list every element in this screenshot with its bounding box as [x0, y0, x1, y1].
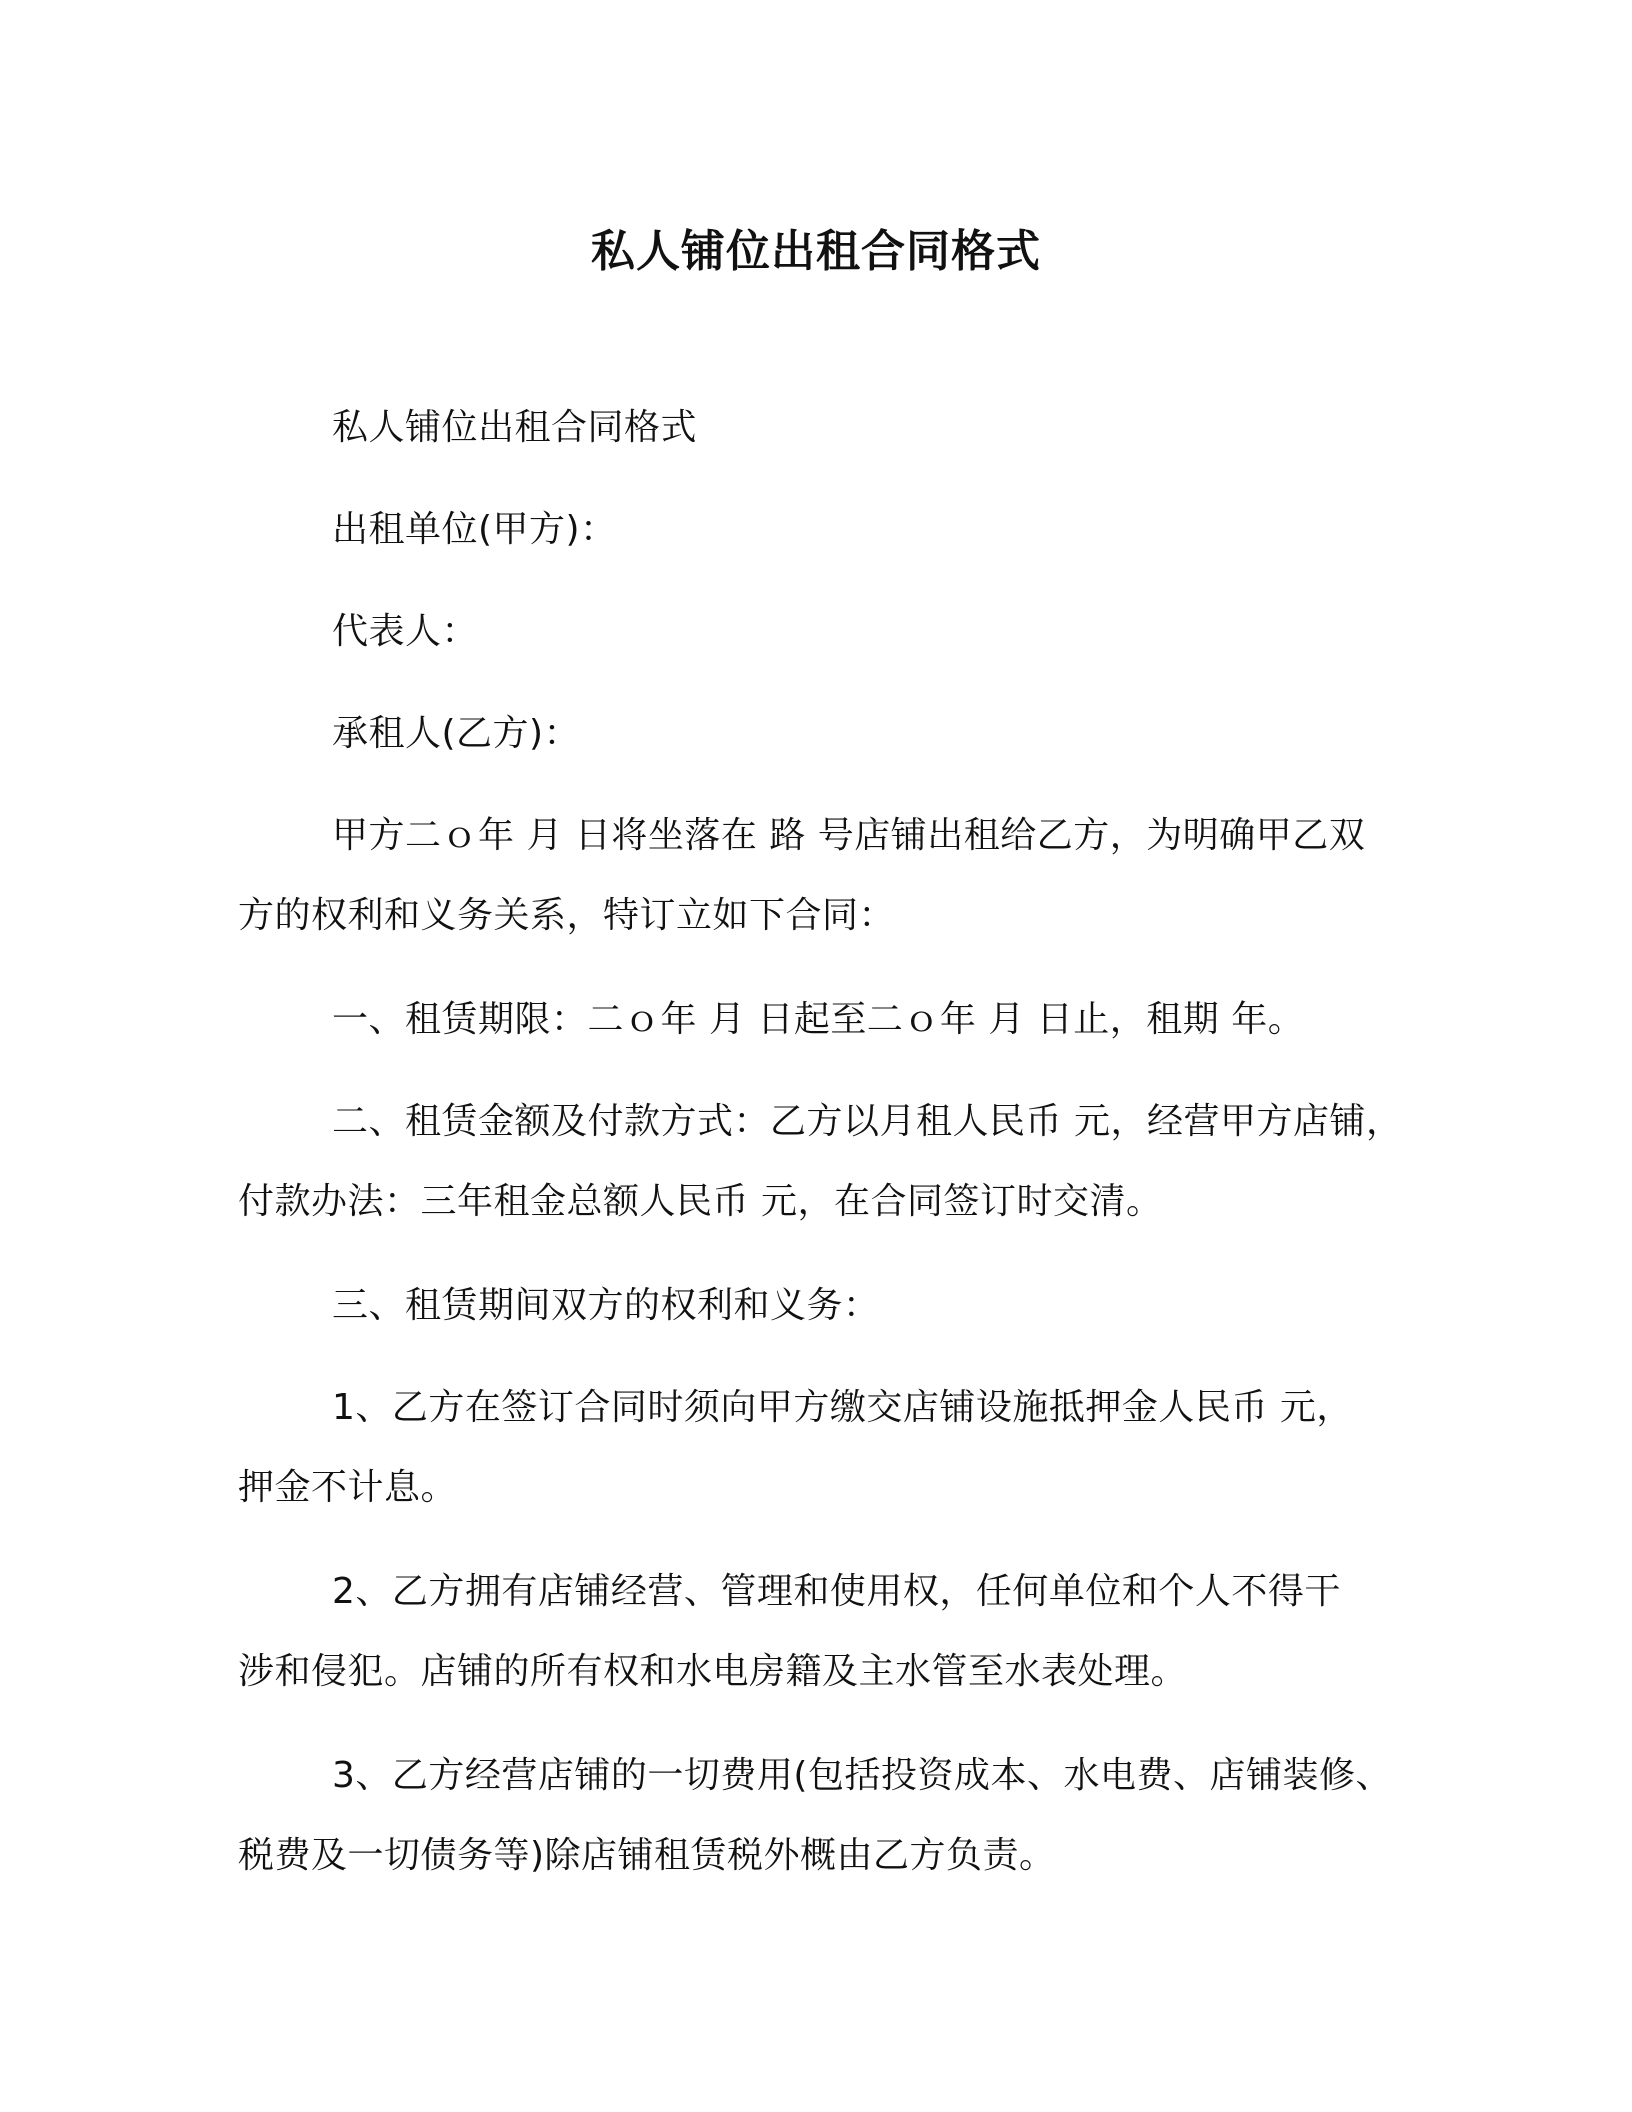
paragraph-line: 1、乙方在签订合同时须向甲方缴交店铺设施抵押金人民币 元，	[332, 1387, 1353, 1428]
paragraph-line: 承租人(乙方)：	[332, 713, 581, 754]
paragraph-line: 涉和侵犯。店铺的所有权和水电房籍及主水管至水表处理。	[238, 1651, 1188, 1692]
paragraph-rent-payment	[238, 1082, 1408, 1242]
paragraph-line: 甲方二ｏ年 月 日将坐落在 路 号店铺出租给乙方，为明确甲乙双	[332, 815, 1366, 856]
paragraph-line: 一、租赁期限：二ｏ年 月 日起至二ｏ年 月 日止，租期 年。	[332, 999, 1305, 1040]
paragraph-clause-2	[238, 1552, 1408, 1712]
paragraph-line: 押金不计息。	[238, 1467, 458, 1508]
paragraph-line: 3、乙方经营店铺的一切费用(包括投资成本、水电费、店铺装修、	[332, 1755, 1392, 1796]
paragraph-rights-heading	[238, 1266, 1408, 1346]
document-title: 私人铺位出租合同格式	[591, 226, 1041, 277]
paragraph-lease-term	[238, 980, 1408, 1060]
paragraph-line: 方的权利和义务关系，特订立如下合同：	[238, 895, 896, 936]
paragraph-clause-1	[238, 1368, 1408, 1528]
paragraph-representative	[238, 592, 1408, 672]
paragraph-clause-3	[238, 1736, 1408, 1896]
paragraph-lessor	[238, 490, 1408, 570]
paragraph-lessee	[238, 694, 1408, 774]
paragraph-preamble	[238, 796, 1408, 956]
paragraph-line: 二、租赁金额及付款方式：乙方以月租人民币 元，经营甲方店铺，	[332, 1101, 1403, 1142]
paragraph-line: 私人铺位出租合同格式	[332, 407, 698, 448]
paragraph-line: 付款办法：三年租金总额人民币 元，在合同签订时交清。	[238, 1181, 1163, 1222]
paragraph-line: 代表人：	[332, 611, 479, 652]
paragraph-line: 税费及一切债务等)除店铺租赁税外概由乙方负责。	[238, 1835, 1056, 1876]
paragraph-line: 出租单位(甲方)：	[332, 509, 617, 550]
paragraph-heading	[238, 388, 1408, 468]
paragraph-line: 三、租赁期间双方的权利和义务：	[332, 1285, 880, 1326]
paragraph-line: 2、乙方拥有店铺经营、管理和使用权，任何单位和个人不得干	[332, 1571, 1341, 1612]
